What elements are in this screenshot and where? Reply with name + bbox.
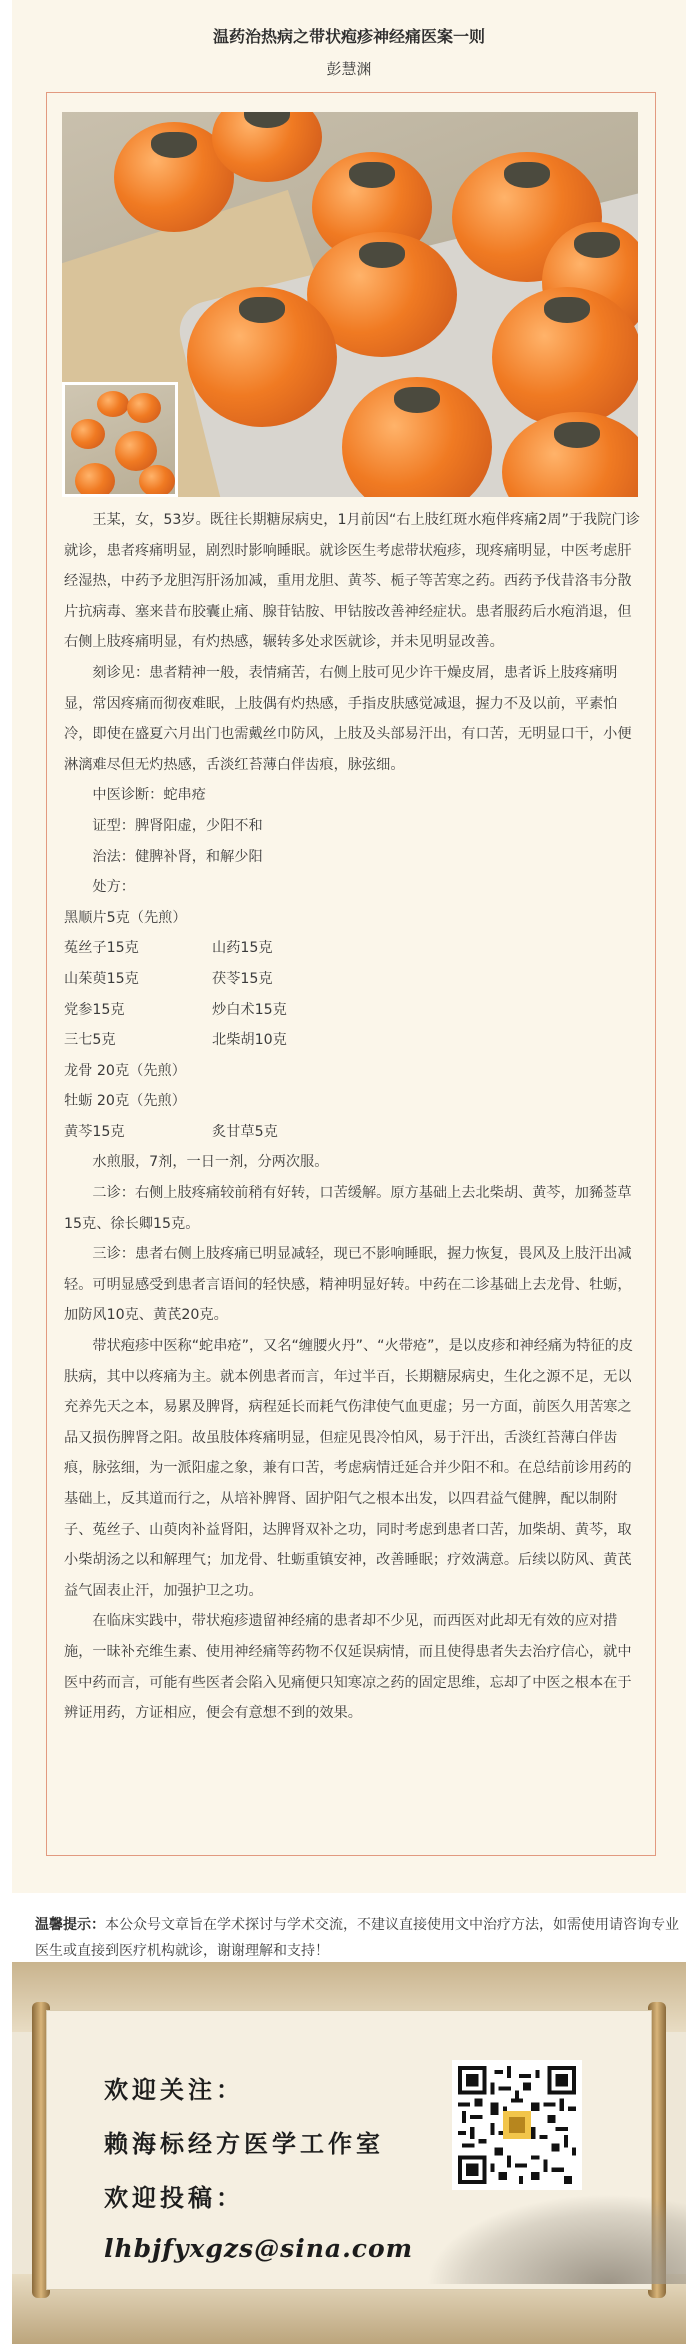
third-visit: 三诊：患者右侧上肢疼痛已明显减轻，现已不影响睡眠，握力恢复，畏风及上肢汗出减轻。可明显感受到患者言语间的轻快感，精神明显好转。中药在二诊基础上去龙骨、牡蛎，加防风10克、黄芪20克。 bbox=[64, 1246, 632, 1324]
prescription-line: 菟丝子15克 山药15克 bbox=[64, 940, 273, 957]
usage-instructions: 水煎服，7剂，一日一剂，分两次服。 bbox=[92, 1154, 329, 1171]
article-title: 温药治热病之带状疱疹神经痛医案一则 bbox=[212, 27, 485, 46]
second-visit: 二诊：右侧上肢疼痛较前稍有好转，口苦缓解。原方基础上去北柴胡、黄芩，加豨莶草15克、徐长卿15克。 bbox=[64, 1185, 632, 1232]
disclaimer-text: 本公众号文章旨在学术探讨与学术交流，不建议直接使用文中治疗方法，如需使用请咨询专业医生或直接到医疗机构就诊，谢谢理解和支持！ bbox=[35, 1917, 679, 1959]
disclaimer bbox=[35, 1912, 685, 1964]
persimmon bbox=[75, 463, 115, 497]
syndrome-type: 证型：脾肾阳虚，少阳不和 bbox=[92, 817, 263, 834]
paragraph-exam: 刻诊见：患者精神一般，表情痛苦，右侧上肢可见少许干燥皮屑，患者诉上肢疼痛明显，常因疼痛而彻夜难眠，上肢偶有灼热感，手指皮肤感觉减退，握力不及以前，平素怕冷，即使在盛夏六月出门也需戴丝巾防风，上肢及头部易汗出，有口苦，无明显口干，小便淋漓难尽但无灼热感，舌淡红苔薄白伴齿痕，脉弦细。 bbox=[64, 664, 632, 773]
prescription-line: 黄芩15克 炙甘草5克 bbox=[64, 1123, 278, 1140]
prescription-line: 龙骨 20克（先煎） bbox=[64, 1062, 186, 1079]
banner-follow-label: 欢迎关注： bbox=[104, 2075, 244, 2104]
article-body bbox=[64, 505, 640, 1729]
prescription-label: 处方： bbox=[92, 879, 135, 896]
prescription-line: 山茱萸15克 茯苓15克 bbox=[64, 970, 273, 987]
diagnosis: 中医诊断：蛇串疮 bbox=[92, 787, 206, 804]
banner-studio-name: 赖海标经方医学工作室 bbox=[104, 2129, 384, 2158]
paragraph-case: 王某，女，53岁。既往长期糖尿病史，1月前因“右上肢红斑水疱伴疼痛2周”于我院门诊就诊，患者疼痛明显，剧烈时影响睡眠。就诊医生考虑带状疱疹，现疼痛明显，中医考虑肝经湿热，中药予龙胆泻肝汤加减，重用龙胆、黄芩、栀子等苦寒之药。西药予伐昔洛韦分散片抗病毒、塞来昔布胶囊止痛、腺苷钴胺、甲钴胺改善神经症状。患者服药后水疱消退，但右侧上肢疼痛明显，有灼热感，辗转多处求医就诊，并未见明显改善。 bbox=[64, 512, 640, 651]
persimmon bbox=[492, 287, 638, 427]
treatment-method: 治法：健脾补肾，和解少阳 bbox=[92, 848, 263, 865]
persimmon bbox=[71, 419, 105, 449]
banner-email[interactable]: lhbjfyxgzs@sina.com bbox=[104, 2234, 414, 2263]
persimmon bbox=[127, 393, 161, 423]
qr-code-icon[interactable] bbox=[452, 2060, 582, 2190]
paragraph-discussion: 带状疱疹中医称“蛇串疮”，又名“缠腰火丹”、“火带疮”，是以皮疹和神经痛为特征的皮肤病，其中以疼痛为主。就本例患者而言，年过半百，长期糖尿病史，生化之源不足，无以充养先天之本，易累及脾肾，病程延长而耗气伤津使气血更虚；另一方面，前医久用苦寒之品又损伤脾肾之阳。故虽肢体疼痛明显，但症见畏冷怕风，易于汗出，舌淡红苔薄白伴齿痕，脉弦细，为一派阳虚之象，兼有口苦，考虑病情迁延合并少阳不和。在总结前诊用药的基础上，反其道而行之，从培补脾肾、固护阳气之根本出发，以四君益气健脾，配以制附子、菟丝子、山萸肉补益肾阳，达脾肾双补之功，同时考虑到患者口苦，加柴胡、黄芩，取小柴胡汤之以和解理气；加龙骨、牡蛎重镇安神，改善睡眠；疗效满意。后续以防风、黄芪益气固表止汗，加强护卫之功。 bbox=[64, 1338, 634, 1599]
banner-submit-label: 欢迎投稿： bbox=[104, 2183, 244, 2212]
prescription-line: 黑顺片5克（先煎） bbox=[64, 909, 187, 926]
persimmon bbox=[97, 391, 129, 417]
prescription-line: 三七5克 北柴胡10克 bbox=[64, 1032, 287, 1049]
article-author: 彭慧渊 bbox=[326, 60, 372, 78]
prescription-line: 牡蛎 20克（先煎） bbox=[64, 1093, 186, 1110]
disclaimer-label: 温馨提示： bbox=[35, 1917, 105, 1933]
paragraph-conclusion: 在临床实践中，带状疱疹遗留神经痛的患者却不少见，而西医对此却无有效的应对措施，一昧补充维生素、使用神经痛等药物不仅延误病情，而且使得患者失去治疗信心，就中医中药而言，可能有些医者会陷入见痛便只知寒凉之药的固定思维，忘却了中医之根本在于辨证用药，方证相应，便会有意想不到的效果。 bbox=[64, 1613, 632, 1722]
persimmon-thumbnail bbox=[62, 382, 178, 497]
follow-banner bbox=[12, 1962, 686, 2344]
prescription-line: 党参15克 炒白术15克 bbox=[64, 1001, 287, 1018]
persimmon bbox=[139, 465, 175, 497]
ink-mountain bbox=[426, 2194, 686, 2284]
persimmon bbox=[187, 287, 337, 427]
